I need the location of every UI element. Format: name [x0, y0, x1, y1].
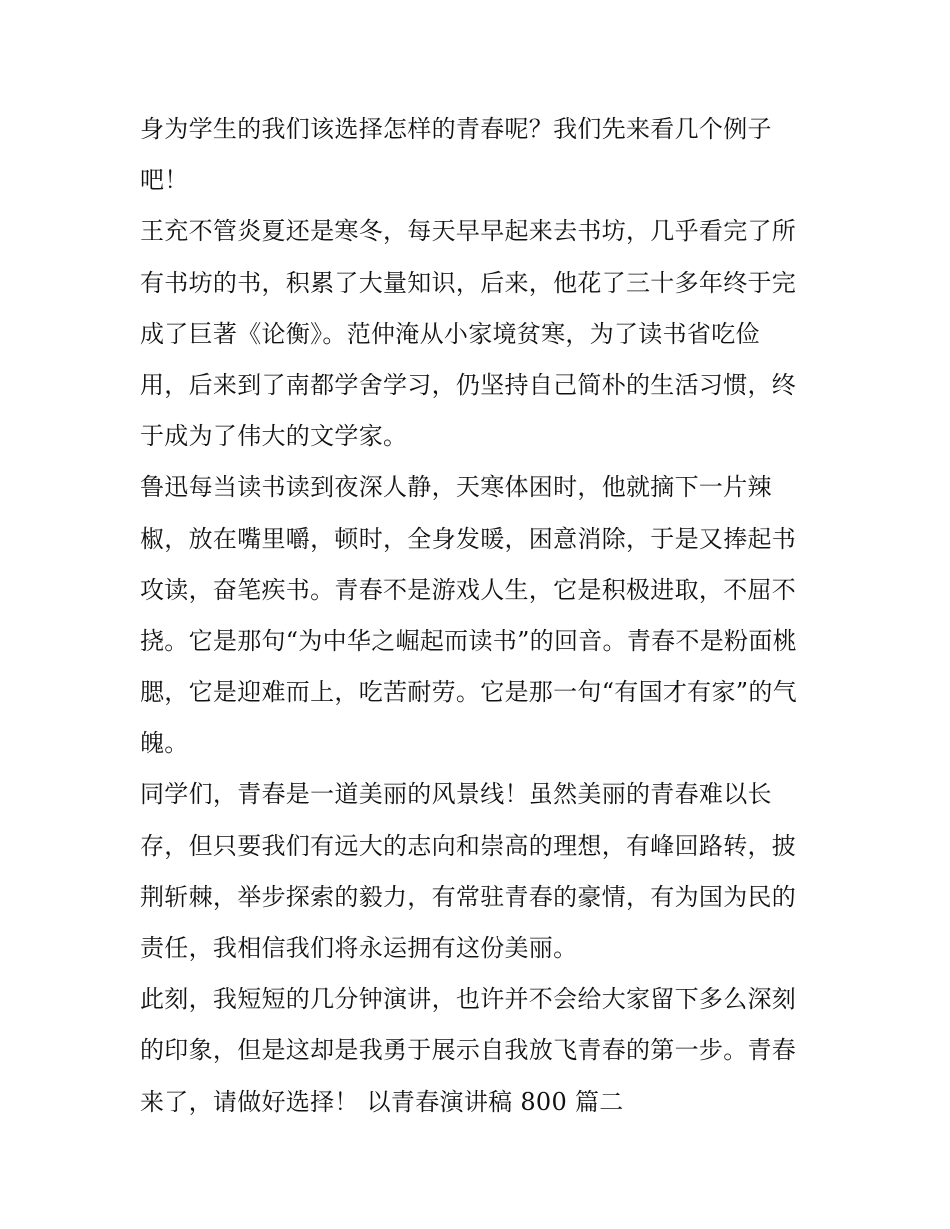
text-line: 吧！ [140, 166, 189, 195]
text-line: 来了，请做好选择！ 以青春演讲稿 800 篇二 [140, 1087, 624, 1116]
text-line: 同学们，青春是一道美丽的风景线！虽然美丽的青春难以长 [140, 780, 772, 809]
text-line: 攻读，奋笔疾书。青春不是游戏人生，它是积极进取，不屈不 [140, 575, 797, 604]
text-line: 存，但只要我们有远大的志向和崇高的理想，有峰回路转，披 [140, 831, 797, 860]
text-line: 王充不管炎夏还是寒冬，每天早早起来去书坊，几乎看完了所 [140, 217, 797, 246]
text-line: 的印象，但是这却是我勇于展示自我放飞青春的第一步。青春 [140, 1036, 797, 1065]
text-line: 魄。 [140, 729, 189, 758]
text-line: 荆斩棘，举步探索的毅力，有常驻青春的豪情，有为国为民的 [140, 882, 797, 911]
text-line: 椒，放在嘴里嚼，顿时，全身发暖，困意消除，于是又捧起书 [140, 524, 797, 553]
document-body [140, 104, 820, 1128]
text-line: 于成为了伟大的文学家。 [140, 422, 408, 451]
text-line: 用，后来到了南都学舍学习，仍坚持自己简朴的生活习惯，终 [140, 370, 797, 399]
text-line: 此刻，我短短的几分钟演讲，也许并不会给大家留下多么深刻 [140, 985, 797, 1014]
text-line: 挠。它是那句“为中华之崛起而读书”的回音。青春不是粉面桃 [140, 626, 797, 655]
text-line: 成了巨著《论衡》。范仲淹从小家境贫寒，为了读书省吃俭 [140, 319, 760, 348]
text-line: 责任，我相信我们将永运拥有这份美丽。 [140, 934, 578, 962]
text-line: 身为学生的我们该选择怎样的青春呢？我们先来看几个例子 [140, 115, 772, 143]
text-line: 有书坊的书，积累了大量知识，后来，他花了三十多年终于完 [140, 268, 797, 297]
text-line: 鲁迅每当读书读到夜深人静，天寒体困时，他就摘下一片辣 [140, 473, 772, 502]
text-line: 腮，它是迎难而上，吃苦耐劳。它是那一句“有国才有家”的气 [140, 678, 797, 707]
